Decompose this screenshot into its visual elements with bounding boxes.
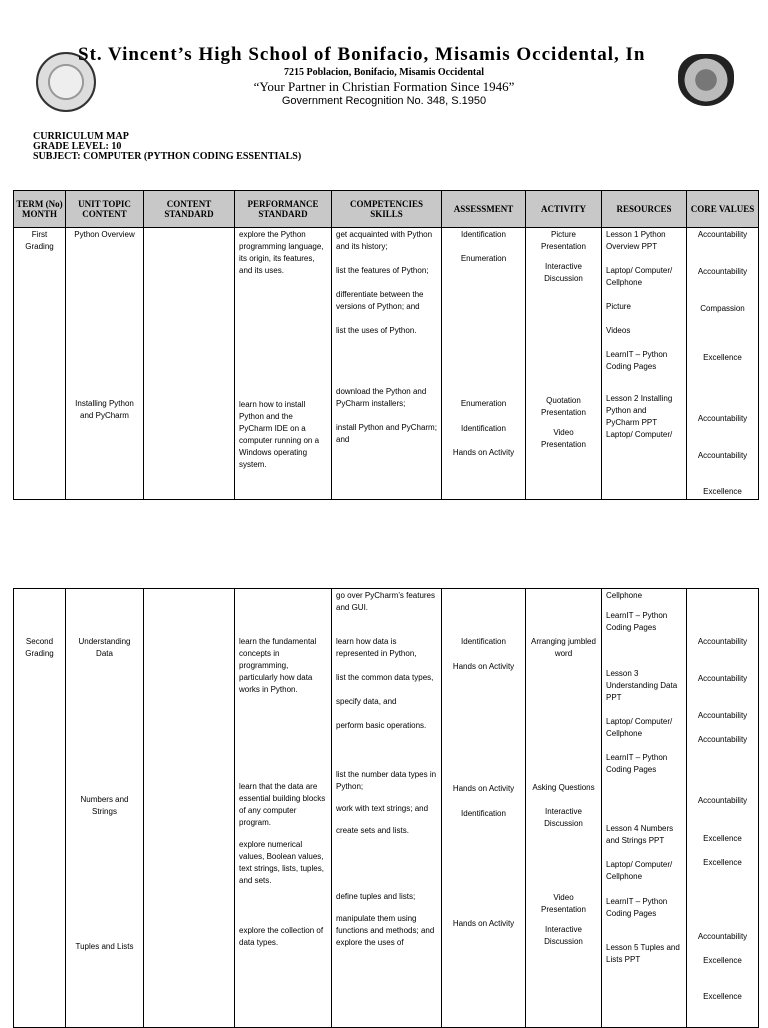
topic-cell: Installing Python and PyCharm — [75, 399, 134, 420]
table-row — [14, 589, 759, 1028]
col-performance-standard: PERFORMANCE STANDARD — [235, 191, 332, 228]
assessment-cell: Identification Hands on Activity Hands on Activity Identification Hands on Activity — [442, 589, 526, 1028]
col-term: TERM (No) MONTH — [14, 191, 66, 228]
curriculum-table-page2 — [13, 588, 759, 1028]
header-row — [14, 191, 759, 228]
subject: SUBJECT: COMPUTER (PYTHON CODING ESSENTIALS) — [33, 151, 302, 162]
col-content-standard: CONTENT STANDARD — [144, 191, 235, 228]
school-name: St. Vincent’s High School of Bonifacio, Misamis Occidental, In — [78, 44, 646, 65]
competencies-cell: go over PyCharm’s features and GUI. learn how data is represented in Python, list the common data types, specify data, and perform basic operations. list the number data types in Python; work with text strings; and create sets and lists. define tuples and lists; manipulate them using functions and methods; and explore the uses of — [332, 589, 442, 1028]
activity-cell: Picture Presentation Interactive Discussion Quotation Presentation Video Presentation — [526, 228, 602, 500]
col-competencies: COMPETENCIES SKILLS — [332, 191, 442, 228]
continued-competency: go over PyCharm’s features and GUI. — [336, 591, 436, 612]
col-resources: RESOURCES — [602, 191, 687, 228]
col-assessment: ASSESSMENT — [442, 191, 526, 228]
col-core-values: CORE VALUES — [687, 191, 759, 228]
col-topic: UNIT TOPIC CONTENT — [66, 191, 144, 228]
doc-title: CURRICULUM MAP — [33, 131, 129, 142]
curriculum-table-page1 — [13, 190, 759, 500]
content-standard-cell — [144, 228, 235, 500]
core-values-cell: Accountability Accountability Accountability Accountability Accountability Excellence Excellence Accountability Excellence Excellence — [687, 589, 759, 1028]
core-values-cell: Accountability Accountability Compassion Excellence Accountability Accountability Excellence — [687, 228, 759, 500]
document-meta — [33, 132, 301, 162]
term-cell: First Grading — [14, 228, 66, 500]
content-standard-cell — [144, 589, 235, 1028]
activity-cell: Arranging jumbled word Asking Questions Interactive Discussion Video Presentation Interactive Discussion — [526, 589, 602, 1028]
table-row — [14, 228, 759, 500]
grade-level: GRADE LEVEL: 10 — [33, 141, 122, 152]
school-address: 7215 Poblacion, Bonifacio, Misamis Occidental — [284, 67, 484, 78]
school-motto: “Your Partner in Christian Formation Since 1946” — [253, 79, 515, 94]
performance-cell: explore the Python programming language, its origin, its features, and its uses. learn how to install Python and the PyCharm IDE on a computer running on a Windows operating system. — [235, 228, 332, 500]
competencies-cell: get acquainted with Python and its history; list the features of Python; differentiate between the versions of Python; and list the uses of Python. download the Python and PyCharm installers; install Python and PyCharm; and — [332, 228, 442, 500]
assessment-cell: Identification Enumeration Enumeration Identification Hands on Activity — [442, 228, 526, 500]
topic-cell: Understanding Data Numbers and Strings Tuples and Lists — [66, 589, 144, 1028]
resources-cell: Cellphone LearnIT – Python Coding Pages Lesson 3 Understanding Data PPT Laptop/ Computer/ Cellphone LearnIT – Python Coding Pages Lesson 4 Numbers and Strings PPT Laptop/ Computer/ Cellphone LearnIT – Python Coding Pages Lesson 5 Tuples and Lists PPT — [602, 589, 687, 1028]
topic-cell: Python Overview Installing Python and PyCharm — [66, 228, 144, 500]
col-activity: ACTIVITY — [526, 191, 602, 228]
performance-cell: learn the fundamental concepts in programming, particularly how data works in Python. learn that the data are essential building blocks of any computer program. explore numerical values, Boolean values, text strings, lists, tuples, and sets. explore the collection of data types. — [235, 589, 332, 1028]
government-recognition: Government Recognition No. 348, S.1950 — [281, 95, 487, 107]
term-cell: Second Grading — [14, 589, 66, 1028]
resources-cell: Lesson 1 Python Overview PPT Laptop/ Computer/ Cellphone Picture Videos LearnIT – Python Coding Pages Lesson 2 Installing Python and PyCharm PPT Laptop/ Computer/ — [602, 228, 687, 500]
